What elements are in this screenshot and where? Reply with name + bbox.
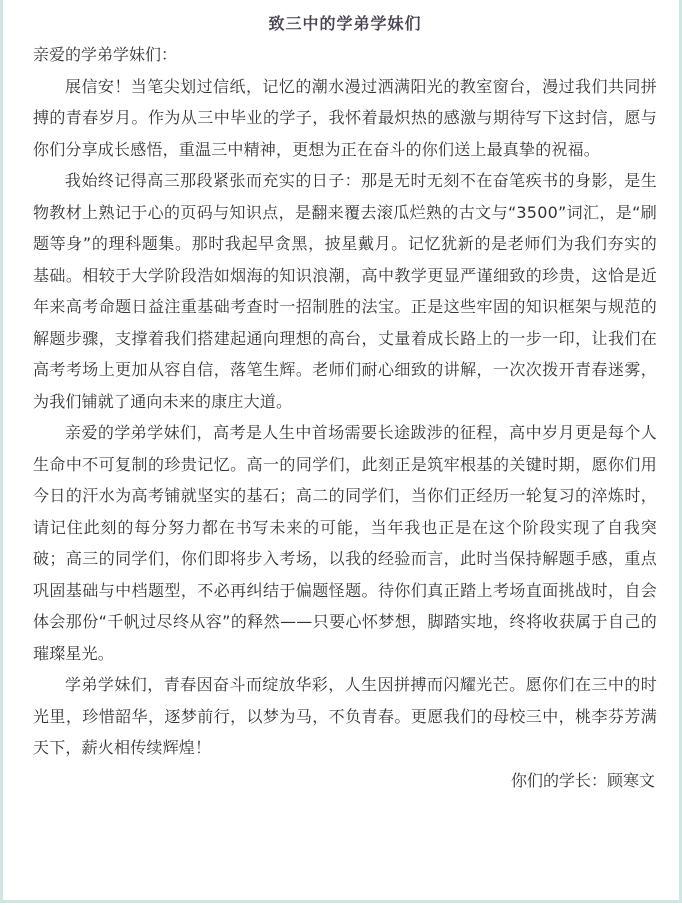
letter-title: 致三中的学弟学妹们 — [268, 14, 422, 33]
paragraph-greeting: 展信安！当笔尖划过信纸，记忆的潮水漫过洒满阳光的教室窗台，漫过我们共同拼搏的青春岁月。作为从三中毕业的学子，我怀着最炽热的感激与期待写下这封信，愿与你们分享成长感悟，重温三中精神，更想为正在奋斗的你们送上最真挚的祝福。 — [33, 76, 657, 159]
paragraph-memories: 我始终记得高三那段紧张而充实的日子：那是无时无刻不在奋笔疾书的身影，是生物教材上熟记于心的页码与知识点，是翻来覆去滚瓜烂熟的古文与“3500”词汇，是“刷题等身”的理科题集。那时我起早贪黑，披星戴月。记忆犹新的是老师们为我们夯实的基础。相较于大学阶段浩如烟海的知识浪潮，高中教学更显严谨细致的珍贵，这恰是近年来高考命题日益注重基础考查时一招制胜的法宝。正是这些牢固的知识框架与规范的解题步骤，支撑着我们搭建起通向理想的高台，丈量着成长路上的一步一印，让我们在高考考场上更加从容自信，落笔生辉。老师们耐心细致的讲解，一次次拨开青春迷雾，为我们铺就了通向未来的康庄大道。 — [33, 171, 657, 411]
paragraph-advice: 亲爱的学弟学妹们，高考是人生中首场需要长途跋涉的征程，高中岁月更是每个人生命中不可复制的珍贵记忆。高一的同学们，此刻正是筑牢根基的关键时期，愿你们用今日的汗水为高考铺就坚实的基石；高二的同学们，当你们正经历一轮复习的淬炼时，请记住此刻的每分努力都在书写未来的可能，当年我也正是在这个阶段实现了自我突破；高三的同学们，你们即将步入考场，以我的经验而言，此时当保持解题手感，重点巩固基础与中档题型，不必再纠结于偏题怪题。待你们真正踏上考场直面挑战时，自会体会那份“千帆过尽终从容”的释然——只要心怀梦想，脚踏实地，终将收获属于自己的璀璨星光。 — [33, 423, 657, 663]
paragraph-blessing: 学弟学妹们，青春因奋斗而绽放华彩，人生因拼搏而闪耀光芒。愿你们在三中的时光里，珍惜韶华，逐梦前行，以梦为马，不负青春。更愿我们的母校三中，桃李芬芳满天下，薪火相传续辉煌！ — [33, 675, 657, 757]
letter-content — [33, 0, 657, 796]
letter-salutation: 亲爱的学弟学妹们： — [33, 45, 178, 64]
letter-signature: 你们的学长：顾寒文 — [510, 770, 655, 790]
